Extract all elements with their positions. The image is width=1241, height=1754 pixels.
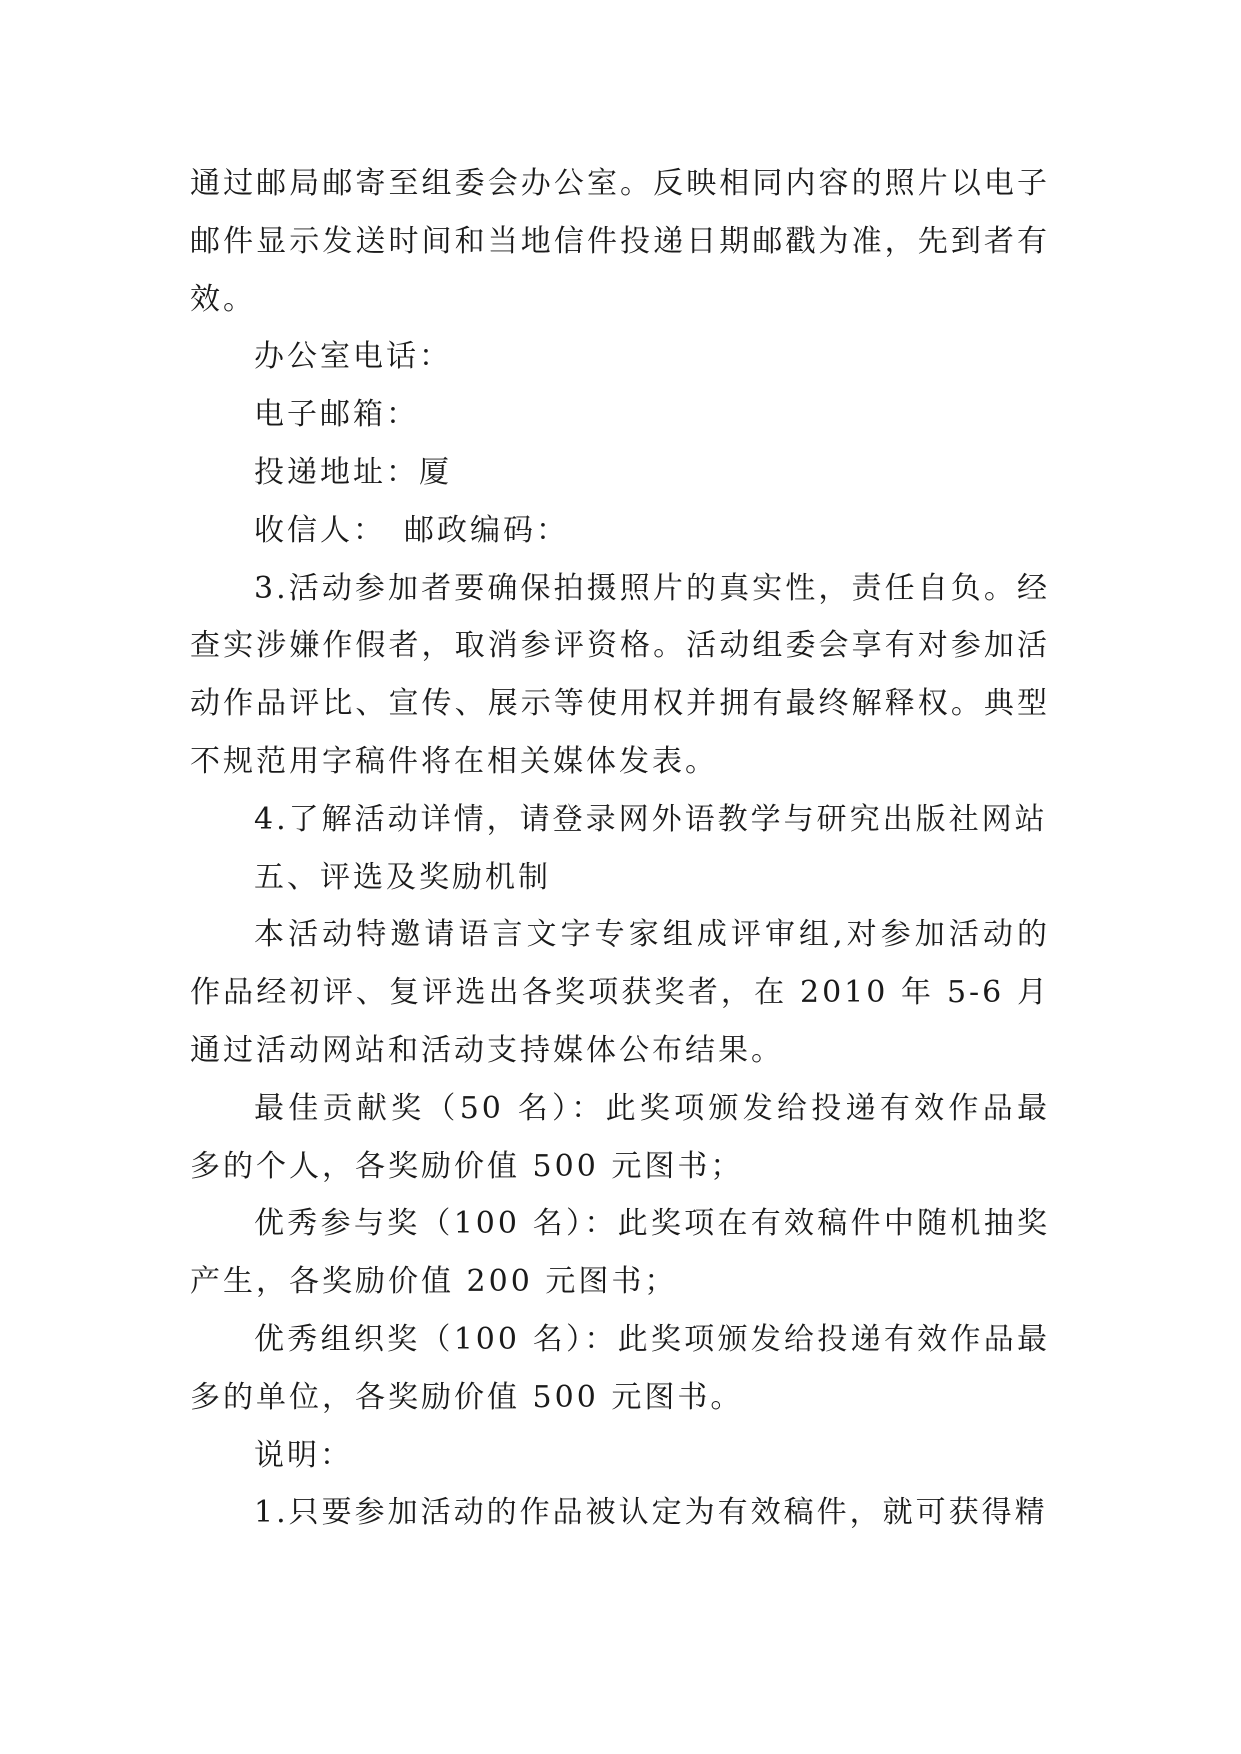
paragraph-judging: 本活动特邀请语言文字专家组成评审组,对参加活动的作品经初评、复评选出各奖项获奖者，在 2010 年 5-6 月通过活动网站和活动支持媒体公布结果。 bbox=[190, 917, 1050, 1068]
paragraph-notes-heading: 说明： bbox=[254, 1437, 353, 1473]
paragraph-best-contribution-award: 最佳贡献奖（50 名）：此奖项颁发给投递有效作品最多的个人，各奖励价值 500 元图书； bbox=[190, 1090, 1050, 1184]
document-body bbox=[190, 155, 1050, 1542]
paragraph-office-phone: 办公室电话： bbox=[254, 339, 452, 375]
paragraph-item-3: 3.活动参加者要确保拍摄照片的真实性，责任自负。经查实涉嫌作假者，取消参评资格。活动组委会享有对参加活动作品评比、宣传、展示等使用权并拥有最终解释权。典型不规范用字稿件将在相关媒体发表。 bbox=[190, 570, 1050, 779]
paragraph-organization-award: 优秀组织奖（100 名）：此奖项颁发给投递有效作品最多的单位，各奖励价值 500 元图书。 bbox=[190, 1321, 1050, 1415]
paragraph-item-4: 4.了解活动详情，请登录网外语教学与研究出版社网站 bbox=[254, 801, 1048, 837]
paragraph-note-1: 1.只要参加活动的作品被认定为有效稿件，就可获得精 bbox=[254, 1495, 1048, 1531]
paragraph-recipient-postcode: 收信人： 邮政编码： bbox=[254, 512, 569, 548]
section-heading-awards: 五、评选及奖励机制 bbox=[254, 859, 551, 895]
paragraph-participation-award: 优秀参与奖（100 名）：此奖项在有效稿件中随机抽奖产生，各奖励价值 200 元图书； bbox=[190, 1206, 1050, 1300]
paragraph-email: 电子邮箱： bbox=[254, 397, 419, 433]
paragraph-submission-method: 通过邮局邮寄至组委会办公室。反映相同内容的照片以电子邮件显示发送时间和当地信件投递日期邮戳为准，先到者有效。 bbox=[190, 166, 1050, 317]
paragraph-address: 投递地址：厦 bbox=[254, 454, 452, 490]
